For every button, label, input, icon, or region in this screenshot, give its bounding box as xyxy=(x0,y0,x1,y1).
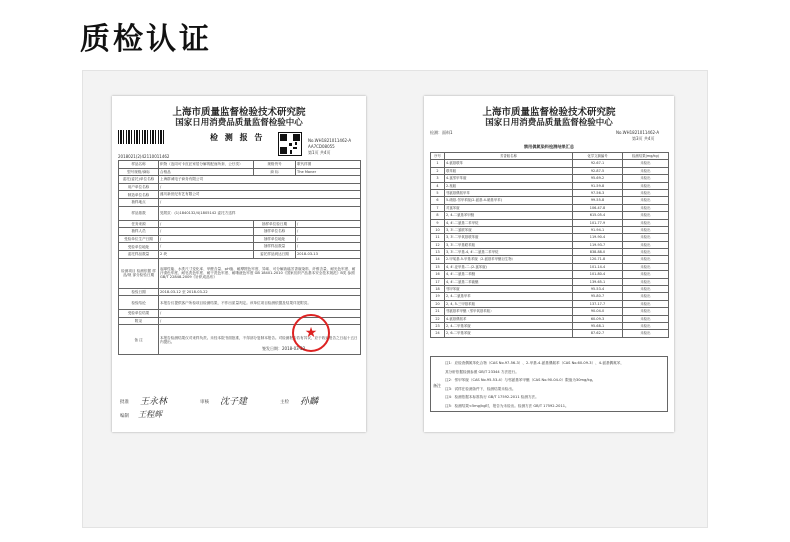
results-cell: 18 xyxy=(431,286,445,293)
results-cell: 9 xyxy=(431,219,445,226)
column-header: 检测结果(mg/kg) xyxy=(623,153,669,160)
results-cell: 2, 4-二甲基苯胺 xyxy=(445,322,573,329)
report-row-value: 本报告检测结果仅对来样负责。未经本院书面批准，不得部分复制本报告。对检测报告若有异议，应于收到报告之日起十五日内提出。 xyxy=(159,325,361,355)
results-cell: 838-88-0 xyxy=(573,249,623,256)
results-cell: 未检出 xyxy=(623,263,669,270)
results-cell: 24 xyxy=(431,330,445,337)
report-row-value: / xyxy=(159,228,254,236)
results-cell: 未检出 xyxy=(623,197,669,204)
results-cell: 14 xyxy=(431,256,445,263)
results-header-row xyxy=(431,153,669,160)
results-note: 注2：邻甲苯胺（CAS No.95-53-4）与邻氨基苯甲醚（CAS No.90-04-0）限值为30mg/kg。 xyxy=(445,378,596,383)
results-cell: 91-94-1 xyxy=(573,226,623,233)
results-cell: 15 xyxy=(431,263,445,270)
results-org-line1: 上海市质量监督检验技术研究院 xyxy=(482,107,616,118)
report-row-value: / xyxy=(296,235,361,243)
results-cell: 2, 6-二甲基苯胺 xyxy=(445,330,573,337)
results-cell: 5-硝基-邻甲苯胺(2-氨基-4-硝基甲苯) xyxy=(445,197,573,204)
results-cell: 8 xyxy=(431,212,445,219)
results-cell: 未检出 xyxy=(623,219,669,226)
results-row xyxy=(431,263,669,270)
results-cell: 2, 4-二氨基甲苯 xyxy=(445,293,573,300)
results-row xyxy=(431,226,669,233)
report-row xyxy=(119,206,361,220)
results-row xyxy=(431,175,669,182)
report-row-label: 附录 xyxy=(119,317,159,325)
report-row-label: 备 注 xyxy=(119,325,159,355)
report-row-value: / xyxy=(159,183,361,191)
report-row xyxy=(119,161,361,169)
results-row xyxy=(431,189,669,196)
page-heading: 质检认证 xyxy=(80,22,212,57)
signer-signature: 王永林 xyxy=(140,397,168,407)
results-note: 注5：检测结果<5mg/kg时，报告为未检出。检测方法 GB/T 17592-2011。 xyxy=(445,403,569,408)
results-sheet xyxy=(424,96,674,432)
report-row-label: 检验日期 xyxy=(119,288,159,296)
report-row-value: 歌代样图 xyxy=(296,161,361,169)
results-cell: 未检出 xyxy=(623,241,669,248)
results-row xyxy=(431,212,669,219)
report-org-line2: 国家日用消费品质量监督检验中心 xyxy=(175,118,303,128)
results-cell: 10 xyxy=(431,226,445,233)
results-row xyxy=(431,160,669,167)
results-cell: 119-90-4 xyxy=(573,234,623,241)
results-row xyxy=(431,241,669,248)
report-row-value: 潍坊新世纪布艺有限公司 xyxy=(159,191,361,199)
report-row-value: / xyxy=(159,243,254,251)
results-cell: 95-68-1 xyxy=(573,322,623,329)
results-cell: 未检出 xyxy=(623,182,669,189)
results-cell: 119-93-7 xyxy=(573,241,623,248)
report-qr-code xyxy=(278,132,302,156)
column-header: 芳香胺名称 xyxy=(445,153,573,160)
results-cell: 87-62-7 xyxy=(573,330,623,337)
results-cell: 未检出 xyxy=(623,278,669,285)
results-note: 其分析依据检测参照 GB/T 23344 方法进行。 xyxy=(445,369,519,374)
report-row-label: 委托样品到达日期 xyxy=(254,250,296,258)
results-row xyxy=(431,249,669,256)
test-report-sheet xyxy=(112,96,366,432)
results-cell: 4-氯邻甲苯胺 xyxy=(445,175,573,182)
results-cell: 139-65-1 xyxy=(573,278,623,285)
results-cell: 97-56-3 xyxy=(573,189,623,196)
report-title: 检 测 报 告 xyxy=(210,132,265,142)
report-row xyxy=(119,310,361,318)
report-row-value: 上海群诚电子商务有限公司 xyxy=(159,176,361,184)
results-cell: 2, 4-二氨基苯甲醚 xyxy=(445,212,573,219)
results-note: 注3：试样在检测条件下，检测结果未检出。 xyxy=(445,386,516,391)
report-row-label: 委托(委托)单位名称 xyxy=(119,176,159,184)
results-cell: 3, 3'-二甲基联苯胺 xyxy=(445,241,573,248)
report-row-label: 抽样单位检日期 xyxy=(254,220,296,228)
report-barcode xyxy=(118,130,164,144)
report-number: No.WH1821011462-A xyxy=(308,138,352,143)
report-row-label: 规格货号 xyxy=(254,161,296,169)
signer-signature: 孙麟 xyxy=(300,397,319,407)
results-cell: 23 xyxy=(431,322,445,329)
report-row xyxy=(119,288,361,296)
results-row xyxy=(431,256,669,263)
report-row-value: 2018-03-13 xyxy=(296,250,361,258)
results-cell: 未检出 xyxy=(623,308,669,315)
results-cell: 未检出 xyxy=(623,175,669,182)
report-row-value: 2018-03-12 至 2018-03-22 xyxy=(159,288,361,296)
results-cell: 5 xyxy=(431,189,445,196)
results-cell: 6 xyxy=(431,197,445,204)
results-cell: 99-55-8 xyxy=(573,197,623,204)
results-title: 禁用偶氮染料检测结果汇总 xyxy=(523,144,575,149)
report-row-value: 本报告仅提供客户所检项目检测结果，不作出质量判定。该单位项目检测依据及结果详见附页。 xyxy=(159,296,361,310)
signer-role: 批准 xyxy=(120,400,129,405)
results-cell: 19 xyxy=(431,293,445,300)
results-cell: 20 xyxy=(431,300,445,307)
results-cell: 16 xyxy=(431,271,445,278)
report-row-label: 抽样样品数量 xyxy=(254,243,296,251)
report-row-label: 抽样单位地址 xyxy=(254,235,296,243)
report-row xyxy=(119,183,361,191)
report-row xyxy=(119,191,361,199)
results-note: 注1：应检查偶氮苯化合物（CAS No.97-56-3）、2-甲基-4-氨基偶氮苯（CAS No.60-09-3）、4-氨基偶氮苯， xyxy=(445,361,624,365)
report-row-label: 受检单位地址 xyxy=(119,243,159,251)
results-cell: 未检出 xyxy=(623,256,669,263)
results-cell: 95-53-4 xyxy=(573,286,623,293)
report-page: 第1页 共4页 xyxy=(308,150,331,155)
report-row-label: 任务来源 xyxy=(119,220,159,228)
report-row-label: 型号规格/商标 xyxy=(119,168,159,176)
results-cell: 4, 4'-二氨基二苯醚 xyxy=(445,271,573,278)
results-row xyxy=(431,219,669,226)
results-cell: 未检出 xyxy=(623,249,669,256)
results-cell: 1 xyxy=(431,160,445,167)
results-cell: 2 xyxy=(431,167,445,174)
results-cell: 4 xyxy=(431,182,445,189)
results-cell: 90-04-0 xyxy=(573,308,623,315)
results-cell: 92-87-5 xyxy=(573,167,623,174)
results-cell: 2, 4, 5-三甲基苯胺 xyxy=(445,300,573,307)
results-row xyxy=(431,197,669,204)
results-cell: 2-萘胺 xyxy=(445,182,573,189)
report-row-value: / xyxy=(296,220,361,228)
results-cell: 未检出 xyxy=(623,271,669,278)
results-cell: 3, 3'-二氯联苯胺 xyxy=(445,226,573,233)
signer-role: 审核 xyxy=(200,400,209,405)
report-row-value: / xyxy=(159,235,254,243)
results-notes-box xyxy=(430,356,668,412)
report-row xyxy=(119,258,361,288)
results-cell: 13 xyxy=(431,249,445,256)
results-cell: 未检出 xyxy=(623,300,669,307)
results-cell: 未检出 xyxy=(623,322,669,329)
results-row xyxy=(431,271,669,278)
signer-signature: 沈子建 xyxy=(220,397,248,407)
results-cell: 3, 3'-二甲基-4, 4'-二氨基二苯甲烷 xyxy=(445,249,573,256)
report-row-label: 商 标 xyxy=(254,168,296,176)
report-editor-label: 编制 xyxy=(120,414,129,419)
results-row xyxy=(431,204,669,211)
results-row xyxy=(431,167,669,174)
results-cell: 4, 4'-亚甲基-二-(2-氯苯胺) xyxy=(445,263,573,270)
results-cell: 3 xyxy=(431,175,445,182)
results-row xyxy=(431,278,669,285)
report-serial: 2018021(2)42110011462 xyxy=(118,154,170,159)
results-row xyxy=(431,308,669,315)
results-cell: 未检出 xyxy=(623,315,669,322)
results-cell: 91-59-8 xyxy=(573,182,623,189)
results-cell: 未检出 xyxy=(623,330,669,337)
report-row-label: 用户单位名称 xyxy=(119,183,159,191)
results-cell: 2-甲氧基-5-甲基苯胺（2-氨基苯甲醚衍生物） xyxy=(445,256,573,263)
report-row-value: 起球性能、水洗尺寸变化率、甲醛含量、pH值、耐摩擦色牢度、异味、可分解致癌芳香胺染料、纤维含量、耐光色牢度、耐汗渍色牢度、耐皂洗色牢度、耐干洗色牢度、耐唾液色牢度 GB 18401-2010《国家纺织产品基本安全技术规范》B类 参照GB/T 22848-2009《针织成品布》 xyxy=(159,258,361,288)
report-editor-signature: 王程辉 xyxy=(138,410,162,419)
report-row xyxy=(119,198,361,206)
results-cell: 邻氨基偶氮甲苯 xyxy=(445,189,573,196)
results-cell: 101-77-9 xyxy=(573,219,623,226)
results-row xyxy=(431,234,669,241)
report-row-value: 见附页：(1)1840132/4)1805142 委托方送样 xyxy=(159,206,361,220)
report-row-value: / xyxy=(296,243,361,251)
results-row xyxy=(431,182,669,189)
report-org-line1: 上海市质量监督检验技术研究院 xyxy=(172,107,306,118)
results-cell: 101-14-4 xyxy=(573,263,623,270)
results-cell: 4, 4'-二氨基二苯甲烷 xyxy=(445,219,573,226)
results-row xyxy=(431,315,669,322)
results-cell: 未检出 xyxy=(623,212,669,219)
report-row-value: / xyxy=(159,198,361,206)
results-cell: 95-80-7 xyxy=(573,293,623,300)
results-sample-label: 检测：面料1 xyxy=(430,130,453,135)
results-cell: 120-71-8 xyxy=(573,256,623,263)
results-cell: 3, 3'-二甲氧基联苯胺 xyxy=(445,234,573,241)
results-cell: 7 xyxy=(431,204,445,211)
results-page: 第3页 共4页 xyxy=(632,136,655,141)
report-row-label: 受检单位生产日期 xyxy=(119,235,159,243)
report-row xyxy=(119,228,361,236)
report-row-label: 检测项目 检测依据 样品/规 部分检验日期 xyxy=(119,258,159,288)
results-cell: 11 xyxy=(431,234,445,241)
results-row xyxy=(431,293,669,300)
results-cell: 未检出 xyxy=(623,204,669,211)
results-cell: 未检出 xyxy=(623,160,669,167)
report-row-label: 抽样地点 xyxy=(119,198,159,206)
results-cell: 21 xyxy=(431,308,445,315)
results-cell: 17 xyxy=(431,278,445,285)
results-cell: 4, 4'-二氨基二苯硫醚 xyxy=(445,278,573,285)
column-header: 化学文摘编号 xyxy=(573,153,623,160)
report-row-label: 样品名称 xyxy=(119,161,159,169)
results-row xyxy=(431,330,669,337)
results-table xyxy=(430,152,669,338)
results-row xyxy=(431,322,669,329)
report-row-value: / xyxy=(159,310,361,318)
results-cell: 22 xyxy=(431,315,445,322)
results-cell: 12 xyxy=(431,241,445,248)
report-row-label: 抽样人员 xyxy=(119,228,159,236)
results-cell: 联苯胺 xyxy=(445,167,573,174)
results-cell: 未检出 xyxy=(623,226,669,233)
signer-role: 主检 xyxy=(280,400,289,405)
results-cell: 4-氨基偶氮苯 xyxy=(445,315,573,322)
report-row xyxy=(119,168,361,176)
report-row-label: 委托样品数量 xyxy=(119,250,159,258)
report-row-label: 制造单位名称 xyxy=(119,191,159,199)
results-cell: 邻氨基苯甲醚（邻甲氧基苯胺） xyxy=(445,308,573,315)
results-cell: 未检出 xyxy=(623,293,669,300)
report-row-value: / xyxy=(159,220,254,228)
report-stamp-date: 签发日期：2018-03-22 xyxy=(262,346,306,351)
report-row xyxy=(119,220,361,228)
results-note: 注4：检测依据本标准执行 GB/T 17592-2011 检测方法。 xyxy=(445,395,539,400)
results-cell: 106-47-8 xyxy=(573,204,623,211)
results-org-line2: 国家日用消费品质量监督检验中心 xyxy=(485,118,613,128)
report-row-label: 受检单位结果 xyxy=(119,310,159,318)
results-cell: 92-67-1 xyxy=(573,160,623,167)
results-report-number: No.WH1821011462-A xyxy=(616,130,660,135)
report-row-label: 样品基数 xyxy=(119,206,159,220)
results-row xyxy=(431,286,669,293)
report-row-value: 合格品 xyxy=(159,168,254,176)
results-notes-label: 备注 xyxy=(433,383,441,388)
column-header: 序号 xyxy=(431,153,445,160)
report-row-label: 检验结论 xyxy=(119,296,159,310)
report-row-value: 2 块 xyxy=(159,250,254,258)
report-row xyxy=(119,243,361,251)
results-cell: 60-09-3 xyxy=(573,315,623,322)
results-cell: 邻甲苯胺 xyxy=(445,286,573,293)
report-row-label: 抽样单位名称 xyxy=(254,228,296,236)
results-cell: 4-氨基联苯 xyxy=(445,160,573,167)
report-row-value: The Moner xyxy=(296,168,361,176)
report-row xyxy=(119,250,361,258)
report-row xyxy=(119,176,361,184)
report-row xyxy=(119,235,361,243)
report-code: AA7CD08055 xyxy=(308,144,335,149)
report-row xyxy=(119,296,361,310)
results-cell: 对氯苯胺 xyxy=(445,204,573,211)
report-row-value: / xyxy=(296,228,361,236)
results-row xyxy=(431,300,669,307)
results-cell: 未检出 xyxy=(623,286,669,293)
results-cell: 未检出 xyxy=(623,189,669,196)
results-cell: 101-80-4 xyxy=(573,271,623,278)
results-cell: 615-05-4 xyxy=(573,212,623,219)
results-cell: 未检出 xyxy=(623,167,669,174)
report-row-value: / xyxy=(159,317,361,325)
results-cell: 137-17-7 xyxy=(573,300,623,307)
report-seal-stamp: ★ xyxy=(292,314,330,352)
report-row-value: 织物（连同可卡皮匠家居分解的配而所套、公仔类） xyxy=(159,161,254,169)
results-cell: 95-69-2 xyxy=(573,175,623,182)
results-cell: 未检出 xyxy=(623,234,669,241)
